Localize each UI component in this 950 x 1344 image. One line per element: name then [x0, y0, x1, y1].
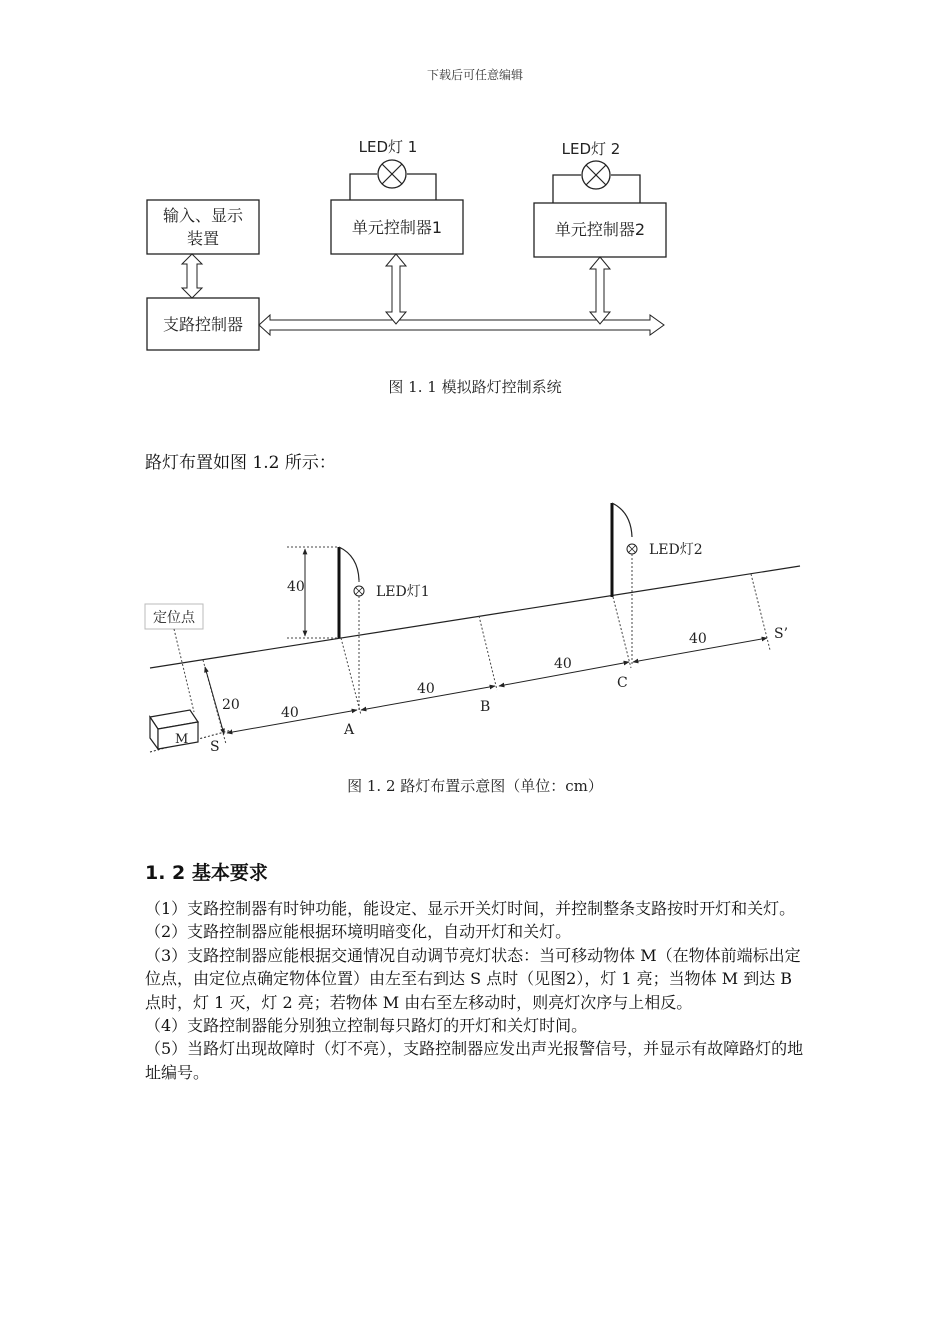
point-s: S: [210, 739, 220, 755]
io-box-line2: 装置: [186, 229, 220, 248]
unit2-link-arrow: [590, 257, 610, 324]
movable-object-m: [150, 710, 198, 749]
segment-s-a: 40: [281, 705, 299, 721]
unit-controller-1-label: 单元控制器1: [351, 218, 443, 237]
requirement-item: （4）支路控制器能分别独立控制每只路灯的开灯和关灯时间。: [145, 1016, 588, 1036]
point-s-prime: S’: [774, 626, 789, 642]
figure-lamp-layout: [0, 490, 950, 770]
segment-c-s2: 40: [689, 631, 707, 647]
locator-label: 定位点: [153, 610, 195, 626]
figure-control-system: [0, 0, 950, 400]
branch-controller-label: 支路控制器: [162, 315, 244, 334]
point-b: B: [480, 699, 491, 715]
io-link-arrow: [182, 254, 202, 298]
unit-controller-2-label: 单元控制器2: [554, 220, 646, 239]
object-label: M: [175, 732, 189, 747]
lamp-icon: [378, 160, 406, 188]
figure1-caption: 图 1. 1 模拟路灯控制系统: [388, 378, 562, 396]
unit1-link-arrow: [386, 254, 406, 324]
requirement-item: （3）支路控制器应能根据交通情况自动调节亮灯状态：当可移动物体 M（在物体前端标出定位点，由定位点确定物体位置）由左至右到达 S 点时（见图2），灯 1 亮；当物体 M 到达 B 点时，灯 1 灭，灯 2 亮；若物体 M 由右至左移动时，则亮灯次序与上相反。: [145, 945, 801, 1012]
requirements-list: [145, 897, 810, 1084]
segment-a-b: 40: [417, 681, 435, 697]
lamp1-label: LED灯1: [376, 584, 430, 600]
intro-text: 路灯布置如图 1.2 所示：: [145, 453, 336, 473]
lamp-icon: [582, 161, 610, 189]
page-header: 下载后可任意编辑: [426, 68, 523, 82]
io-box-line1: 输入、显示: [162, 206, 244, 225]
figure2-caption: 图 1. 2 路灯布置示意图（单位：cm）: [347, 777, 603, 795]
led2-label: LED灯 2: [561, 140, 621, 158]
offset-label: 20: [222, 697, 240, 713]
point-c: C: [617, 675, 628, 691]
segment-b-c: 40: [554, 656, 572, 672]
requirement-item: （1）支路控制器有时钟功能，能设定、显示开关灯时间，并控制整条支路按时开灯和关灯。: [145, 899, 796, 918]
lamp1-icon: [354, 586, 364, 596]
road-edge: [150, 566, 800, 668]
section-title: 1. 2 基本要求: [145, 862, 268, 884]
height-label: 40: [287, 579, 305, 595]
requirement-item: （5）当路灯出现故障时（灯不亮），支路控制器应发出声光报警信号，并显示有故障路灯的地址编号。: [145, 1039, 804, 1082]
lamp2-label: LED灯2: [649, 542, 703, 558]
led1-label: LED灯 1: [358, 138, 418, 156]
lamp2-icon: [627, 544, 637, 554]
point-a: A: [344, 722, 355, 738]
requirement-item: （2）支路控制器应能根据环境明暗变化，自动开灯和关灯。: [145, 922, 572, 942]
